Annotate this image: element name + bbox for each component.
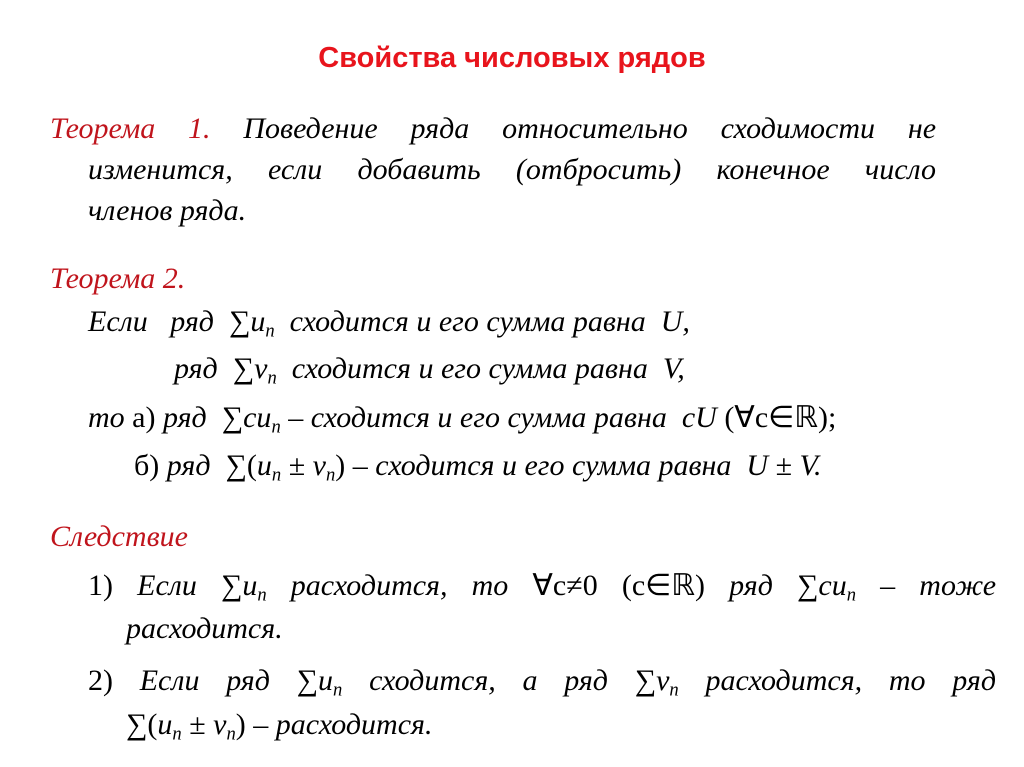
c1-forall: ∀c≠0 bbox=[532, 569, 598, 602]
theorem1-text-line1: Поведение ряда относительно сходимости не bbox=[243, 112, 937, 145]
c1-also: – тоже bbox=[880, 569, 997, 602]
c2-div: расходится, то ряд bbox=[705, 664, 997, 697]
c1-in-r: (c∈ℝ) bbox=[621, 569, 706, 602]
tail-b: – сходится и его сумма равна bbox=[352, 449, 732, 482]
row-word-b: ряд bbox=[166, 449, 211, 482]
c2-series-v: $\sum v_n$ bbox=[634, 664, 679, 701]
theorem2-item-b bbox=[134, 449, 822, 486]
result-a-quantifier: (∀c∈ℝ); bbox=[724, 401, 837, 434]
c2-conv: сходится, а ряд bbox=[369, 664, 608, 697]
c2-series-u-pm-v: $\sum(u_n \pm v_n)$ bbox=[126, 708, 246, 745]
item-b-marker: б) bbox=[134, 449, 160, 482]
theorem2-line-if-u bbox=[88, 305, 690, 342]
converges-text-u: сходится и его сумма равна bbox=[289, 305, 646, 338]
theorem2-label: Теорема 2. bbox=[50, 262, 186, 295]
c2-series-u: $\sum u_n$ bbox=[296, 664, 343, 701]
series-cu: $\sum cu_n$ bbox=[221, 401, 281, 438]
c2-line2-text: – расходится. bbox=[253, 708, 433, 741]
c1-diverges: расходится, то bbox=[290, 569, 509, 602]
theorem1-line1 bbox=[50, 112, 936, 146]
theorem2-line-v bbox=[174, 352, 685, 389]
series-u-pm-v: $\sum(u_n \pm v_n)$ bbox=[225, 449, 346, 486]
slide-title: Свойства числовых рядов bbox=[318, 42, 706, 74]
theorem1-line2: изменится, если добавить (отбросить) конечное число bbox=[88, 153, 936, 186]
series-u: $\sum u_n$ bbox=[228, 305, 275, 342]
converges-text-v: сходится и его сумма равна bbox=[291, 352, 648, 385]
tail-a: – сходится и его сумма равна bbox=[288, 401, 667, 434]
corollary2-line2 bbox=[126, 708, 433, 745]
corollary1-number: 1) bbox=[88, 569, 113, 602]
theorem1-label: Теорема 1. bbox=[50, 112, 211, 145]
c2-if: Если ряд bbox=[139, 664, 270, 697]
theorem2-item-a bbox=[88, 400, 837, 438]
theorem1-line3: членов ряда. bbox=[88, 194, 247, 227]
corollary2-number: 2) bbox=[88, 664, 113, 697]
result-a: cU bbox=[681, 401, 717, 434]
series-v: $\sum v_n$ bbox=[232, 352, 277, 389]
row-word-a: ряд bbox=[162, 401, 207, 434]
then-word: то bbox=[88, 401, 125, 434]
sum-u: U, bbox=[660, 305, 690, 338]
corollary1-line1 bbox=[88, 568, 997, 606]
row-word-v: ряд bbox=[174, 352, 218, 385]
corollary2-line1 bbox=[88, 664, 997, 701]
corollary-label: Следствие bbox=[50, 520, 188, 553]
item-a-marker: а) bbox=[132, 401, 156, 434]
result-b: U ± V. bbox=[746, 449, 822, 482]
corollary1-line2: расходится. bbox=[126, 612, 283, 645]
c1-if: Если bbox=[137, 569, 197, 602]
c1-row: ряд bbox=[729, 569, 773, 602]
sum-v: V, bbox=[662, 352, 685, 385]
c1-series-u: $\sum u_n$ bbox=[220, 569, 267, 606]
row-word: ряд bbox=[170, 305, 214, 338]
if-word: Если bbox=[88, 305, 148, 338]
c1-series-cu: $\sum cu_n$ bbox=[797, 569, 857, 606]
